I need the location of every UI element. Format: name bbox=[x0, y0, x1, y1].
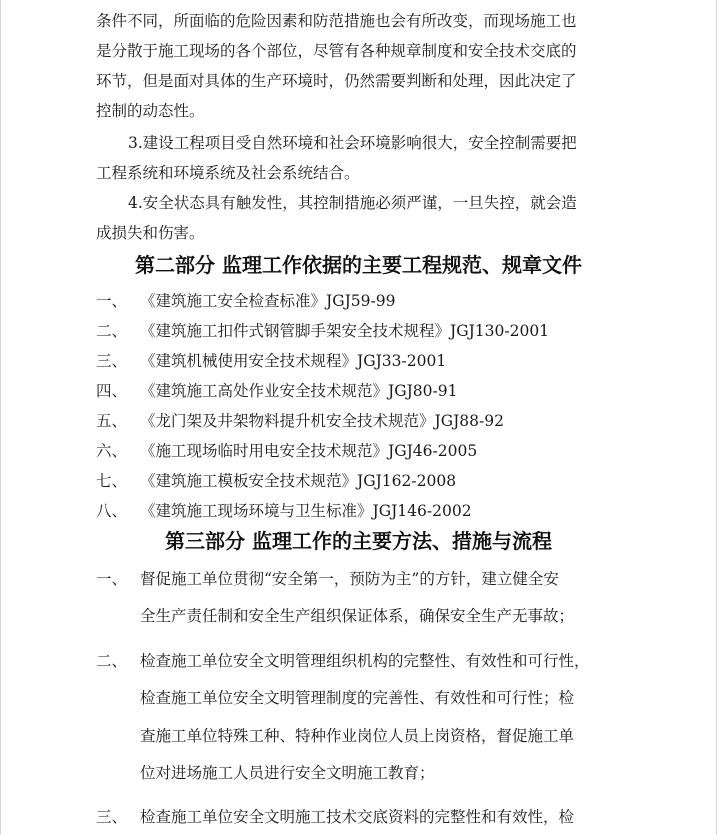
method-text-line: 检查施工单位安全文明施工技术交底资料的完整性和有效性，检 bbox=[140, 808, 575, 826]
paragraph-line: 条件不同，所面临的危险因素和防范措施也会有所改变，而现场施工也 bbox=[96, 12, 577, 30]
list-number: 二、 bbox=[96, 322, 128, 340]
list-number: 四、 bbox=[96, 382, 128, 400]
list-text: 《建筑施工现场环境与卫生标准》JGJ146-2002 bbox=[140, 502, 472, 520]
point-3-line: 3.建设工程项目受自然环境和社会环境影响很大，安全控制需要把 bbox=[128, 134, 577, 152]
method-text-line: 全生产责任制和安全生产组织保证体系，确保安全生产无事故； bbox=[140, 607, 575, 625]
page-edge-left bbox=[0, 0, 1, 835]
method-text-line: 位对进场施工人员进行安全文明施工教育； bbox=[140, 764, 435, 782]
method-text-line: 检查施工单位安全文明管理组织机构的完整性、有效性和可行性， bbox=[140, 652, 590, 670]
list-text: 《施工现场临时用电安全技术规范》JGJ46-2005 bbox=[140, 442, 478, 460]
list-text: 《建筑施工模板安全技术规范》JGJ162-2008 bbox=[140, 472, 457, 490]
method-text-line: 督促施工单位贯彻“安全第一，预防为主”的方针，建立健全安 bbox=[140, 570, 559, 588]
list-text: 《建筑施工扣件式钢管脚手架安全技术规程》JGJ130-2001 bbox=[140, 322, 550, 340]
method-list-number: 三、 bbox=[96, 808, 128, 826]
list-text: 《建筑机械使用安全技术规程》JGJ33-2001 bbox=[140, 352, 447, 370]
method-text-line: 查施工单位特殊工种、特种作业岗位人员上岗资格，督促施工单 bbox=[140, 727, 575, 745]
paragraph-line: 是分散于施工现场的各个部位，尽管有各种规章制度和安全技术交底的 bbox=[96, 42, 577, 60]
list-text: 《建筑施工安全检查标准》JGJ59-99 bbox=[140, 292, 396, 310]
list-number: 一、 bbox=[96, 292, 128, 310]
point-4-line: 4.安全状态具有触发性，其控制措施必须严谨，一旦失控，就会造 bbox=[128, 194, 577, 212]
list-text: 《龙门架及井架物料提升机安全技术规范》JGJ88-92 bbox=[140, 412, 504, 430]
point-3-line: 工程系统和环境系统及社会系统结合。 bbox=[96, 164, 360, 182]
part-3-heading: 第三部分 监理工作的主要方法、措施与流程 bbox=[165, 529, 552, 553]
list-number: 八、 bbox=[96, 502, 128, 520]
list-number: 五、 bbox=[96, 412, 128, 430]
list-number: 三、 bbox=[96, 352, 128, 370]
paragraph-line: 控制的动态性。 bbox=[96, 102, 205, 120]
list-number: 六、 bbox=[96, 442, 128, 460]
paragraph-line: 环节，但是面对具体的生产环境时，仍然需要判断和处理，因此决定了 bbox=[96, 72, 577, 90]
list-text: 《建筑施工高处作业安全技术规范》JGJ80-91 bbox=[140, 382, 458, 400]
list-number: 七、 bbox=[96, 472, 128, 490]
method-text-line: 检查施工单位安全文明管理制度的完善性、有效性和可行性；检 bbox=[140, 689, 575, 707]
method-list-number: 一、 bbox=[96, 570, 128, 588]
method-list-number: 二、 bbox=[96, 652, 128, 670]
point-4-line: 成损失和伤害。 bbox=[96, 224, 205, 242]
part-2-heading: 第二部分 监理工作依据的主要工程规范、规章文件 bbox=[135, 253, 582, 277]
